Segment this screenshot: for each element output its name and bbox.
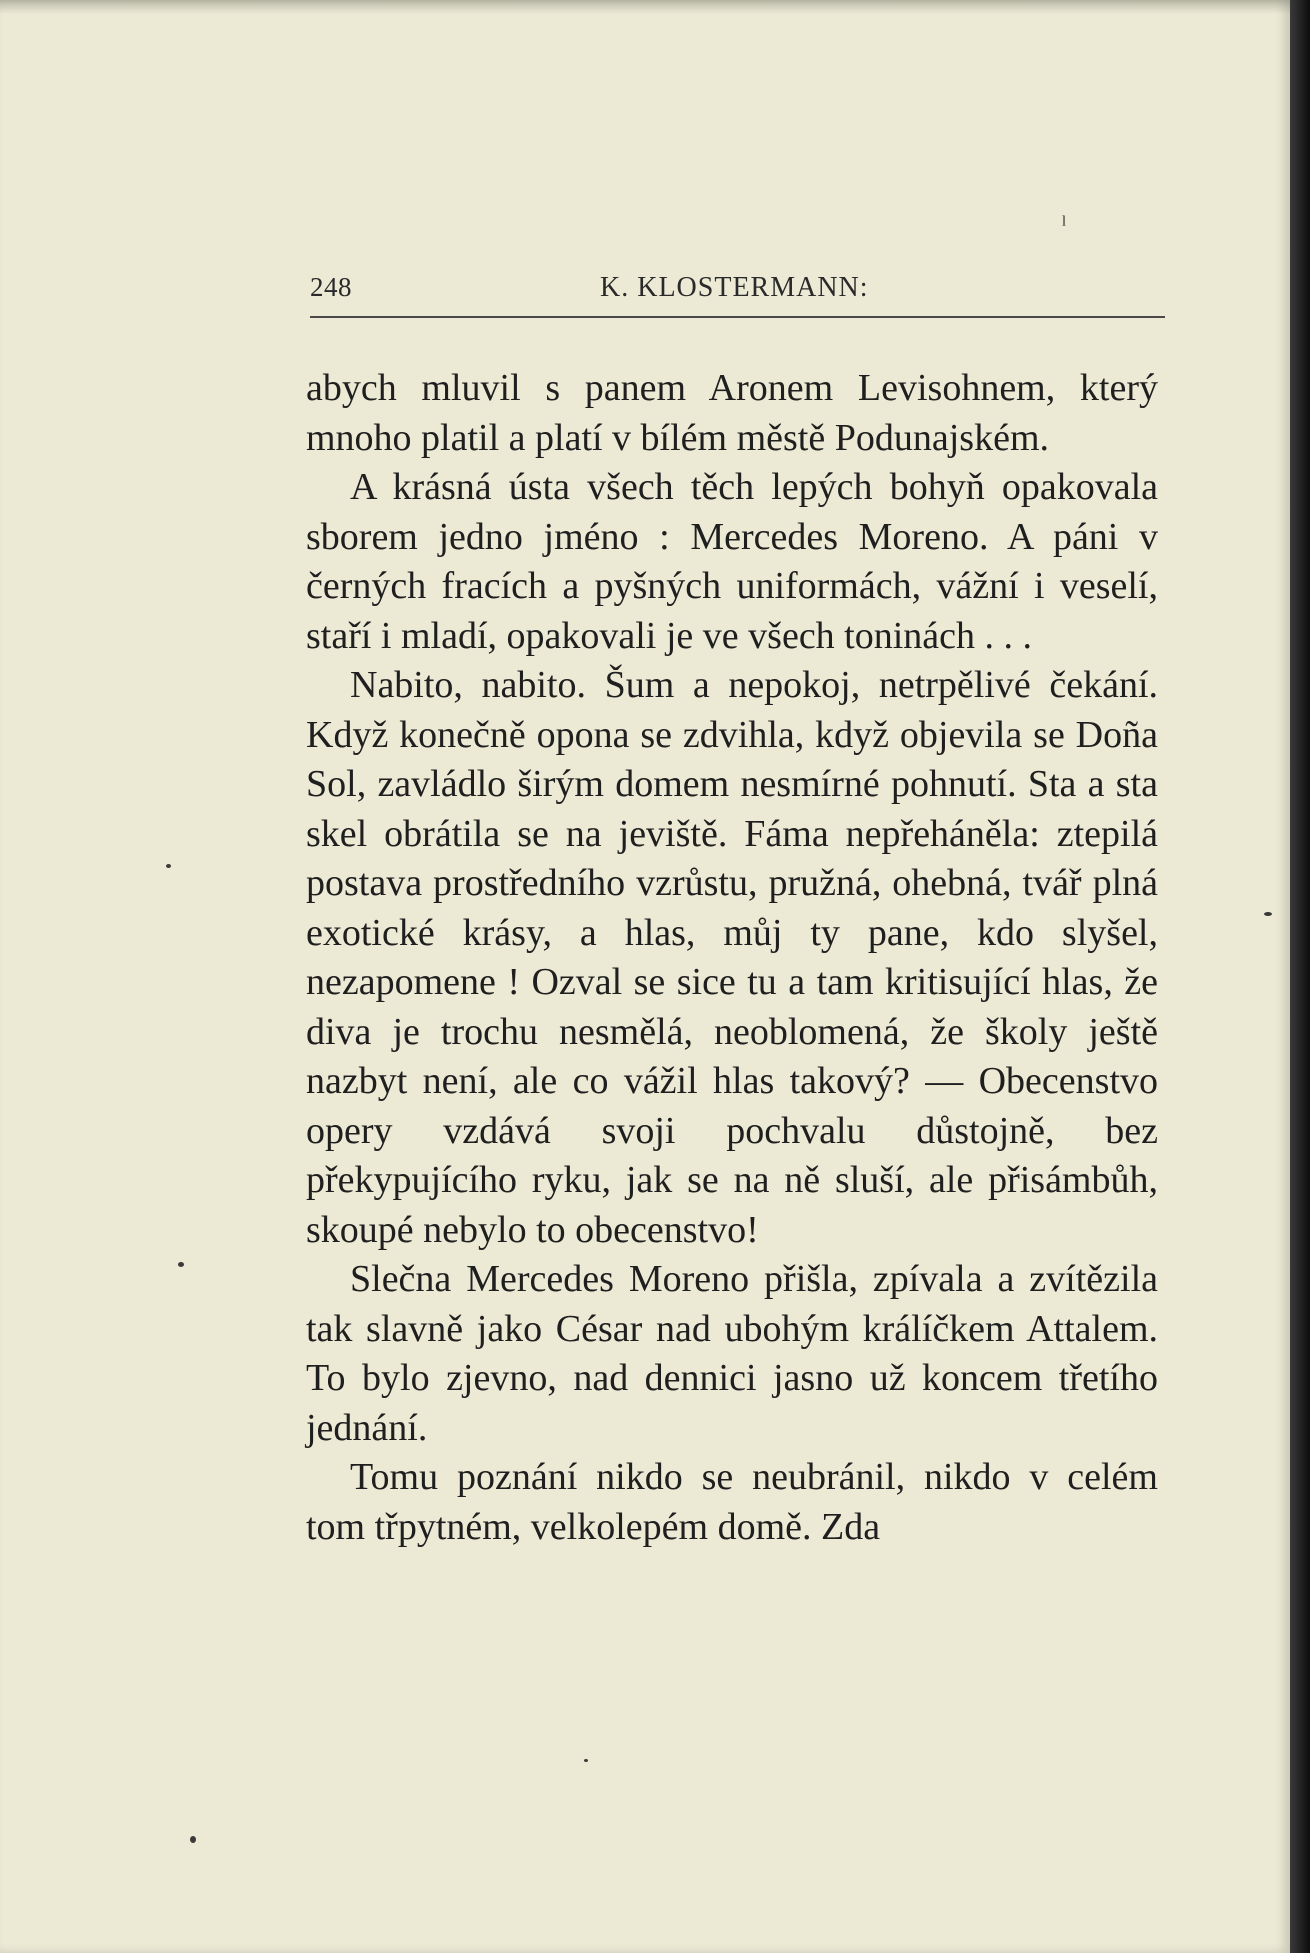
page-number: 248 xyxy=(310,272,352,302)
paper-speck xyxy=(178,1262,184,1267)
header-rule xyxy=(310,316,1165,318)
paragraph: A krásná ústa všech těch lepých bohyň opakovala sborem jedno jméno : Mercedes Moreno. A páni v černých fracích a pyšných uniformách, vážní i veselí, staří i mladí, opakovali je ve všech toninách . . . xyxy=(306,466,1158,657)
book-spine xyxy=(1290,0,1310,1953)
paragraph: Slečna Mercedes Moreno přišla, zpívala a zvítězila tak slavně jako César nad ubohým králíčkem Attalem. To bylo zjevno, nad dennici jasno už koncem třetího jednání. xyxy=(306,1258,1158,1449)
page-header xyxy=(310,272,1165,316)
paper-speck xyxy=(584,1759,588,1762)
paragraph: Tomu poznání nikdo se neubránil, nikdo v celém tom třpytném, velkolepém domě. Zda xyxy=(306,1456,1158,1548)
paper-speck xyxy=(1264,912,1272,916)
paragraph: abych mluvil s panem Aronem Levisohnem, který mnoho platil a platí v bílém městě Podunajském. xyxy=(306,367,1158,459)
margin-mark-icon: ˡ xyxy=(1062,212,1066,238)
body-text xyxy=(306,364,1158,1552)
paper-speck xyxy=(190,1836,196,1843)
paper-speck xyxy=(166,864,171,868)
page-top-shadow xyxy=(0,0,1290,14)
running-head: K. KLOSTERMANN: xyxy=(600,272,869,303)
paragraph: Nabito, nabito. Šum a nepokoj, netrpělivé čekání. Když konečně opona se zdvihla, když objevila se Doña Sol, zavládlo širým domem nesmírné pohnutí. Sta a sta skel obrátila se na jeviště. Fáma nepřeháněla: ztepilá postava prostředního vzrůstu, pružná, ohebná, tvář plná exotické krásy, a hlas, můj ty pane, kdo slyšel, nezapomene ! Ozval se sice tu a tam kritisující hlas, že diva je trochu nesmělá, neoblomená, že školy ještě nazbyt není, ale co vážil hlas takový? — Obecenstvo opery vzdává svoji pochvalu důstojně, bez překypujícího ryku, jak se na ně sluší, ale přisámbůh, skoupé nebylo to obecenstvo! xyxy=(306,664,1158,1251)
